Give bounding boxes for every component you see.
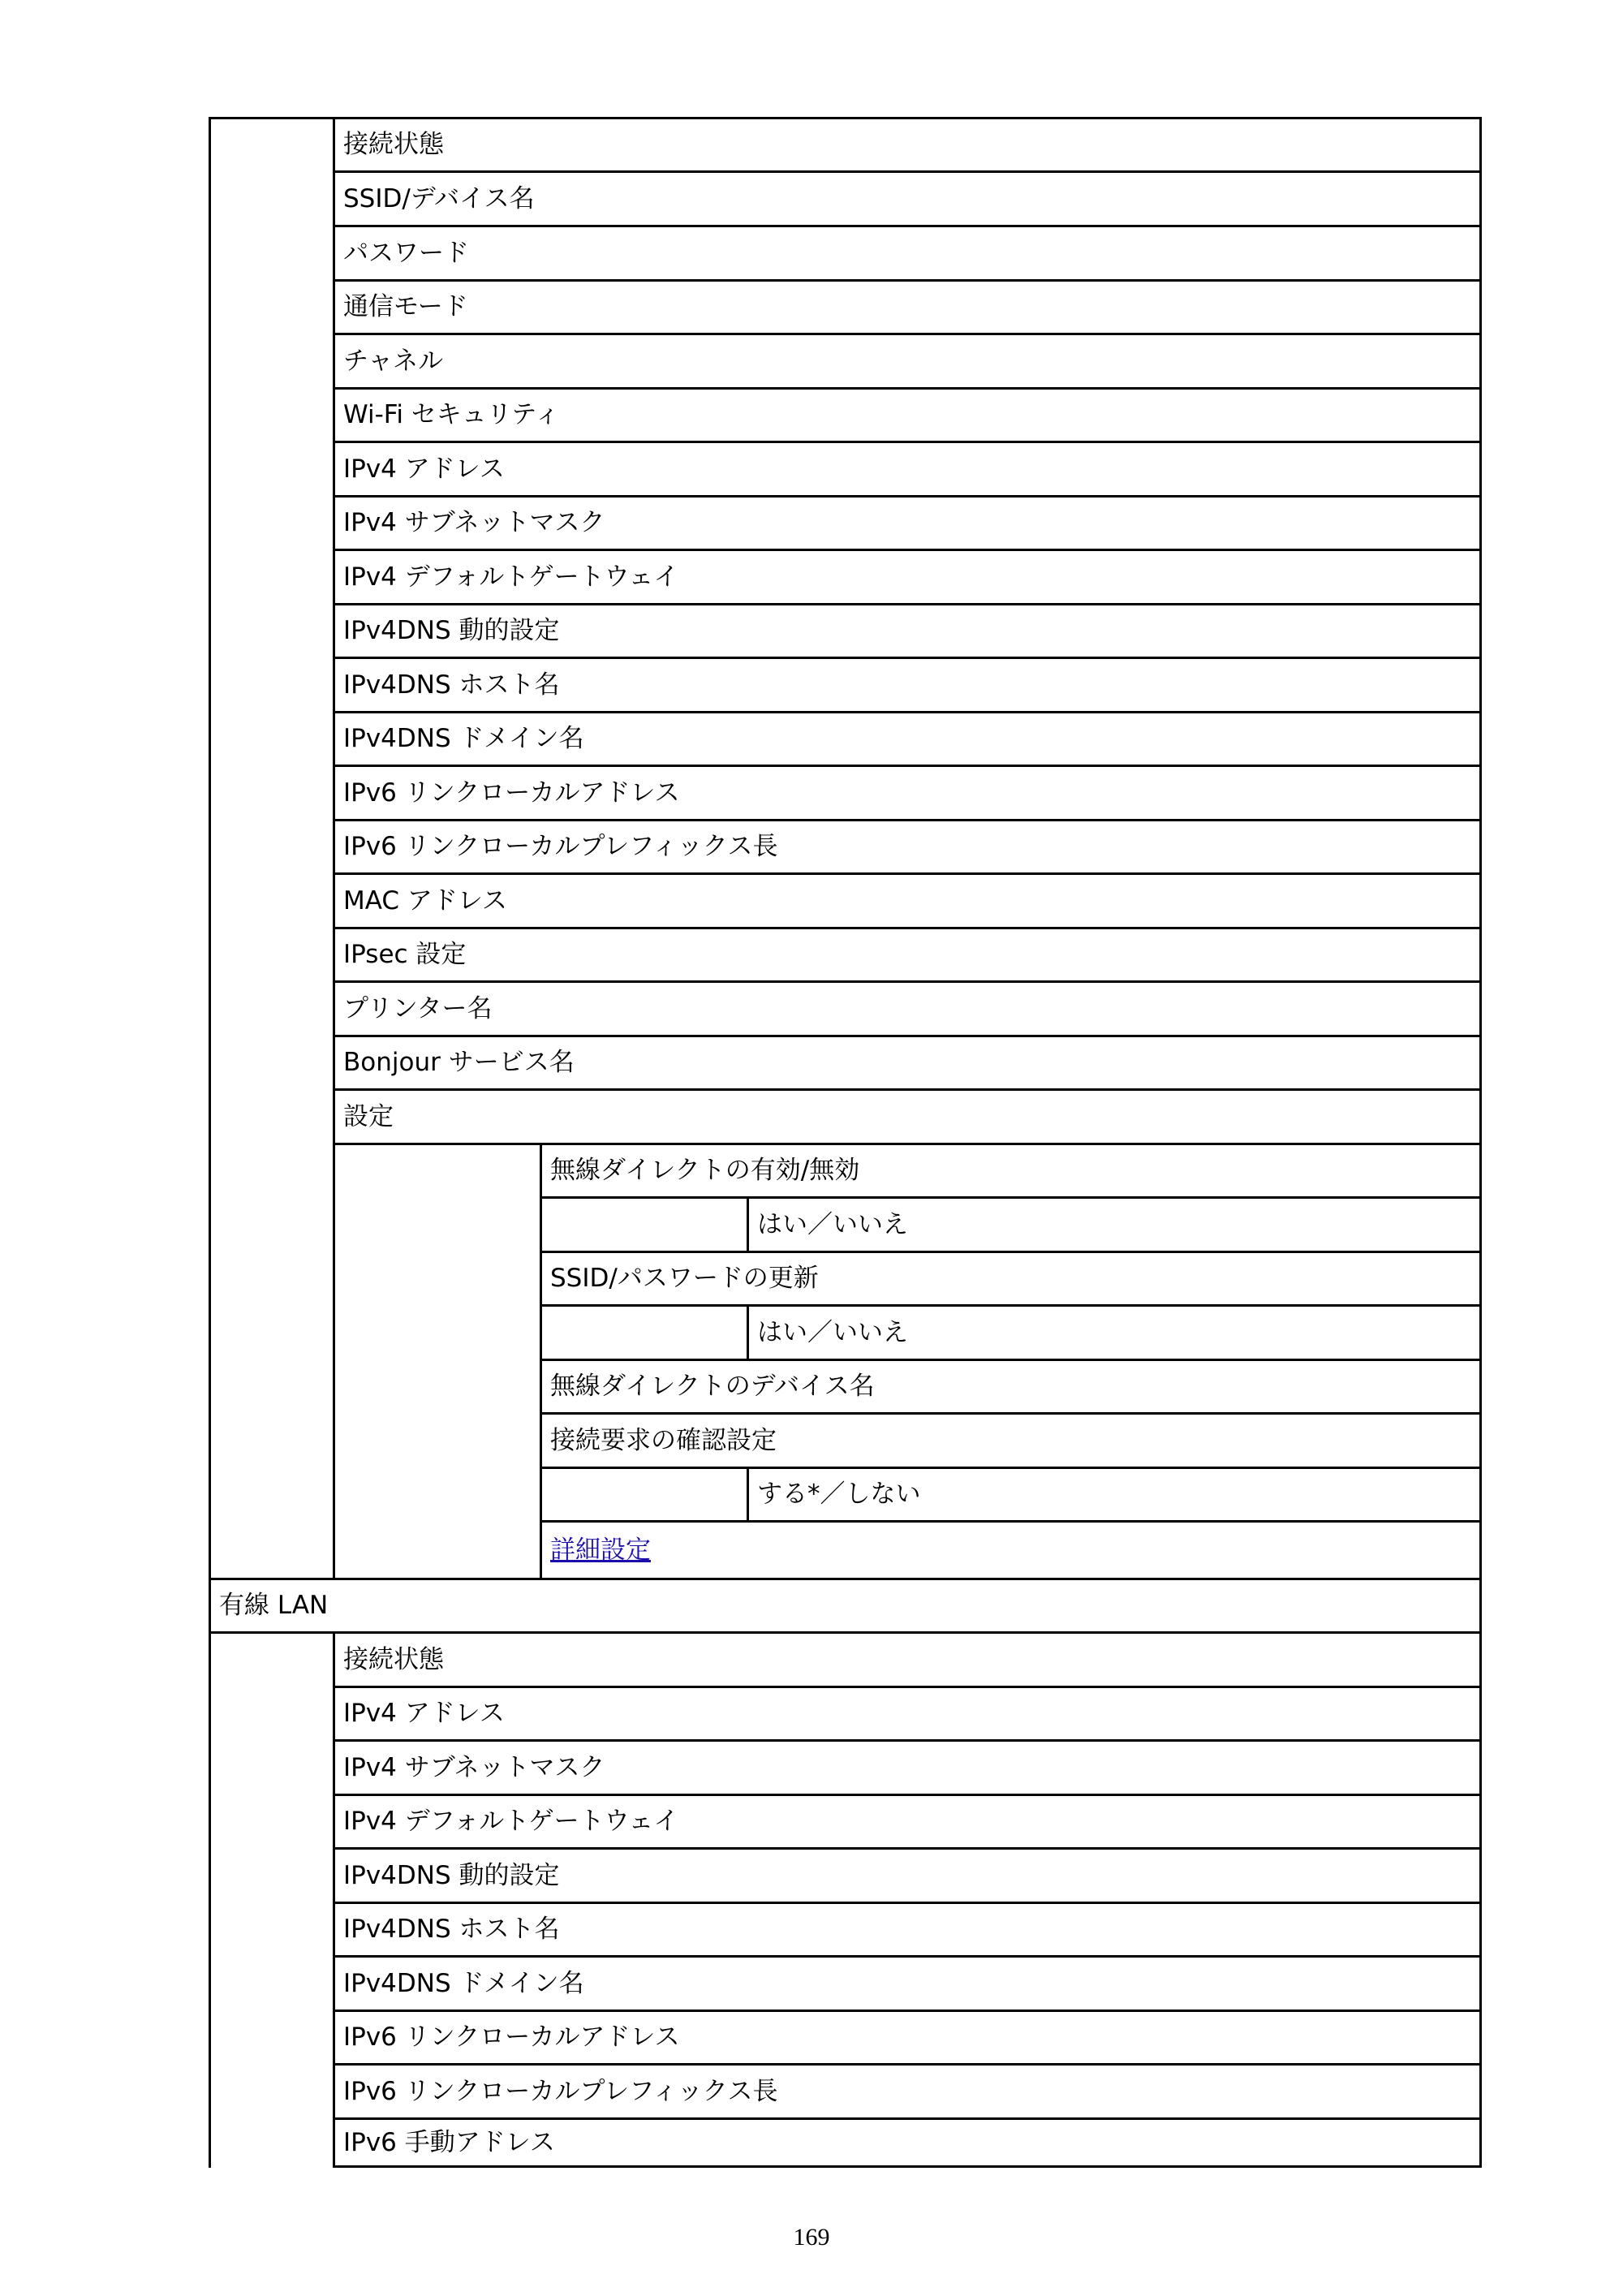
wired-row-ipv6-link-local-address: IPv6 リンクローカルアドレス — [333, 2010, 1482, 2066]
row-wired-lan-header: 有線 LAN — [209, 1578, 1482, 1634]
row-wifi-security: Wi-Fi セキュリティ — [333, 387, 1482, 443]
wired-row-ipv4-address: IPv4 アドレス — [333, 1686, 1482, 1742]
row-ssid-device-name: SSID/デバイス名 — [333, 170, 1482, 227]
indent-cell-option-2 — [540, 1304, 749, 1361]
wired-row-ipv4dns-host-name: IPv4DNS ホスト名 — [333, 1902, 1482, 1958]
indent-cell-option-1 — [540, 1196, 749, 1253]
indent-cell-wireless — [209, 117, 335, 1580]
row-ipv4-subnet-mask: IPv4 サブネットマスク — [333, 495, 1482, 551]
row-password: パスワード — [333, 225, 1482, 282]
row-ipv6-link-local-prefix: IPv6 リンクローカルプレフィックス長 — [333, 819, 1482, 875]
row-ipsec-settings: IPsec 設定 — [333, 927, 1482, 983]
row-mac-address: MAC アドレス — [333, 872, 1482, 929]
row-ipv4dns-domain-name: IPv4DNS ドメイン名 — [333, 711, 1482, 767]
page-number: 169 — [793, 2224, 830, 2251]
row-ipv4-address: IPv4 アドレス — [333, 441, 1482, 498]
indent-cell-settings — [333, 1143, 542, 1580]
wired-row-ipv4-subnet-mask: IPv4 サブネットマスク — [333, 1739, 1482, 1796]
row-update-options: はい／いいえ — [747, 1304, 1482, 1361]
row-update-ssid-password: SSID/パスワードの更新 — [540, 1251, 1482, 1307]
advanced-settings-link[interactable]: 詳細設定 — [550, 1535, 651, 1565]
wired-row-ipv4dns-dynamic: IPv4DNS 動的設定 — [333, 1847, 1482, 1904]
indent-cell-option-3 — [540, 1467, 749, 1523]
row-wireless-direct-enable: 無線ダイレクトの有効/無効 — [540, 1143, 1482, 1199]
row-settings: 設定 — [333, 1088, 1482, 1145]
wired-row-ipv6-link-local-prefix: IPv6 リンクローカルプレフィックス長 — [333, 2063, 1482, 2120]
row-connection-request-confirm: 接続要求の確認設定 — [540, 1412, 1482, 1469]
row-connection-status: 接続状態 — [333, 117, 1482, 173]
row-printer-name: プリンター名 — [333, 980, 1482, 1037]
row-enable-options: はい／いいえ — [747, 1196, 1482, 1253]
row-confirm-options: する*／しない — [747, 1467, 1482, 1523]
row-ipv4dns-dynamic: IPv4DNS 動的設定 — [333, 603, 1482, 659]
wired-row-ipv4-default-gateway: IPv4 デフォルトゲートウェイ — [333, 1794, 1482, 1850]
wired-row-ipv4dns-domain-name: IPv4DNS ドメイン名 — [333, 1955, 1482, 2012]
row-wireless-direct-device-name: 無線ダイレクトのデバイス名 — [540, 1359, 1482, 1415]
row-communication-mode: 通信モード — [333, 279, 1482, 335]
row-ipv4-default-gateway: IPv4 デフォルトゲートウェイ — [333, 549, 1482, 605]
row-bonjour-service-name: Bonjour サービス名 — [333, 1035, 1482, 1091]
indent-cell-wired — [209, 1631, 335, 2168]
wired-row-connection-status: 接続状態 — [333, 1631, 1482, 1688]
row-channel: チャネル — [333, 333, 1482, 390]
row-ipv6-link-local-address: IPv6 リンクローカルアドレス — [333, 765, 1482, 821]
wired-row-ipv6-manual-address: IPv6 手動アドレス — [333, 2117, 1482, 2168]
row-advanced-settings — [540, 1520, 1482, 1580]
row-ipv4dns-host-name: IPv4DNS ホスト名 — [333, 657, 1482, 713]
